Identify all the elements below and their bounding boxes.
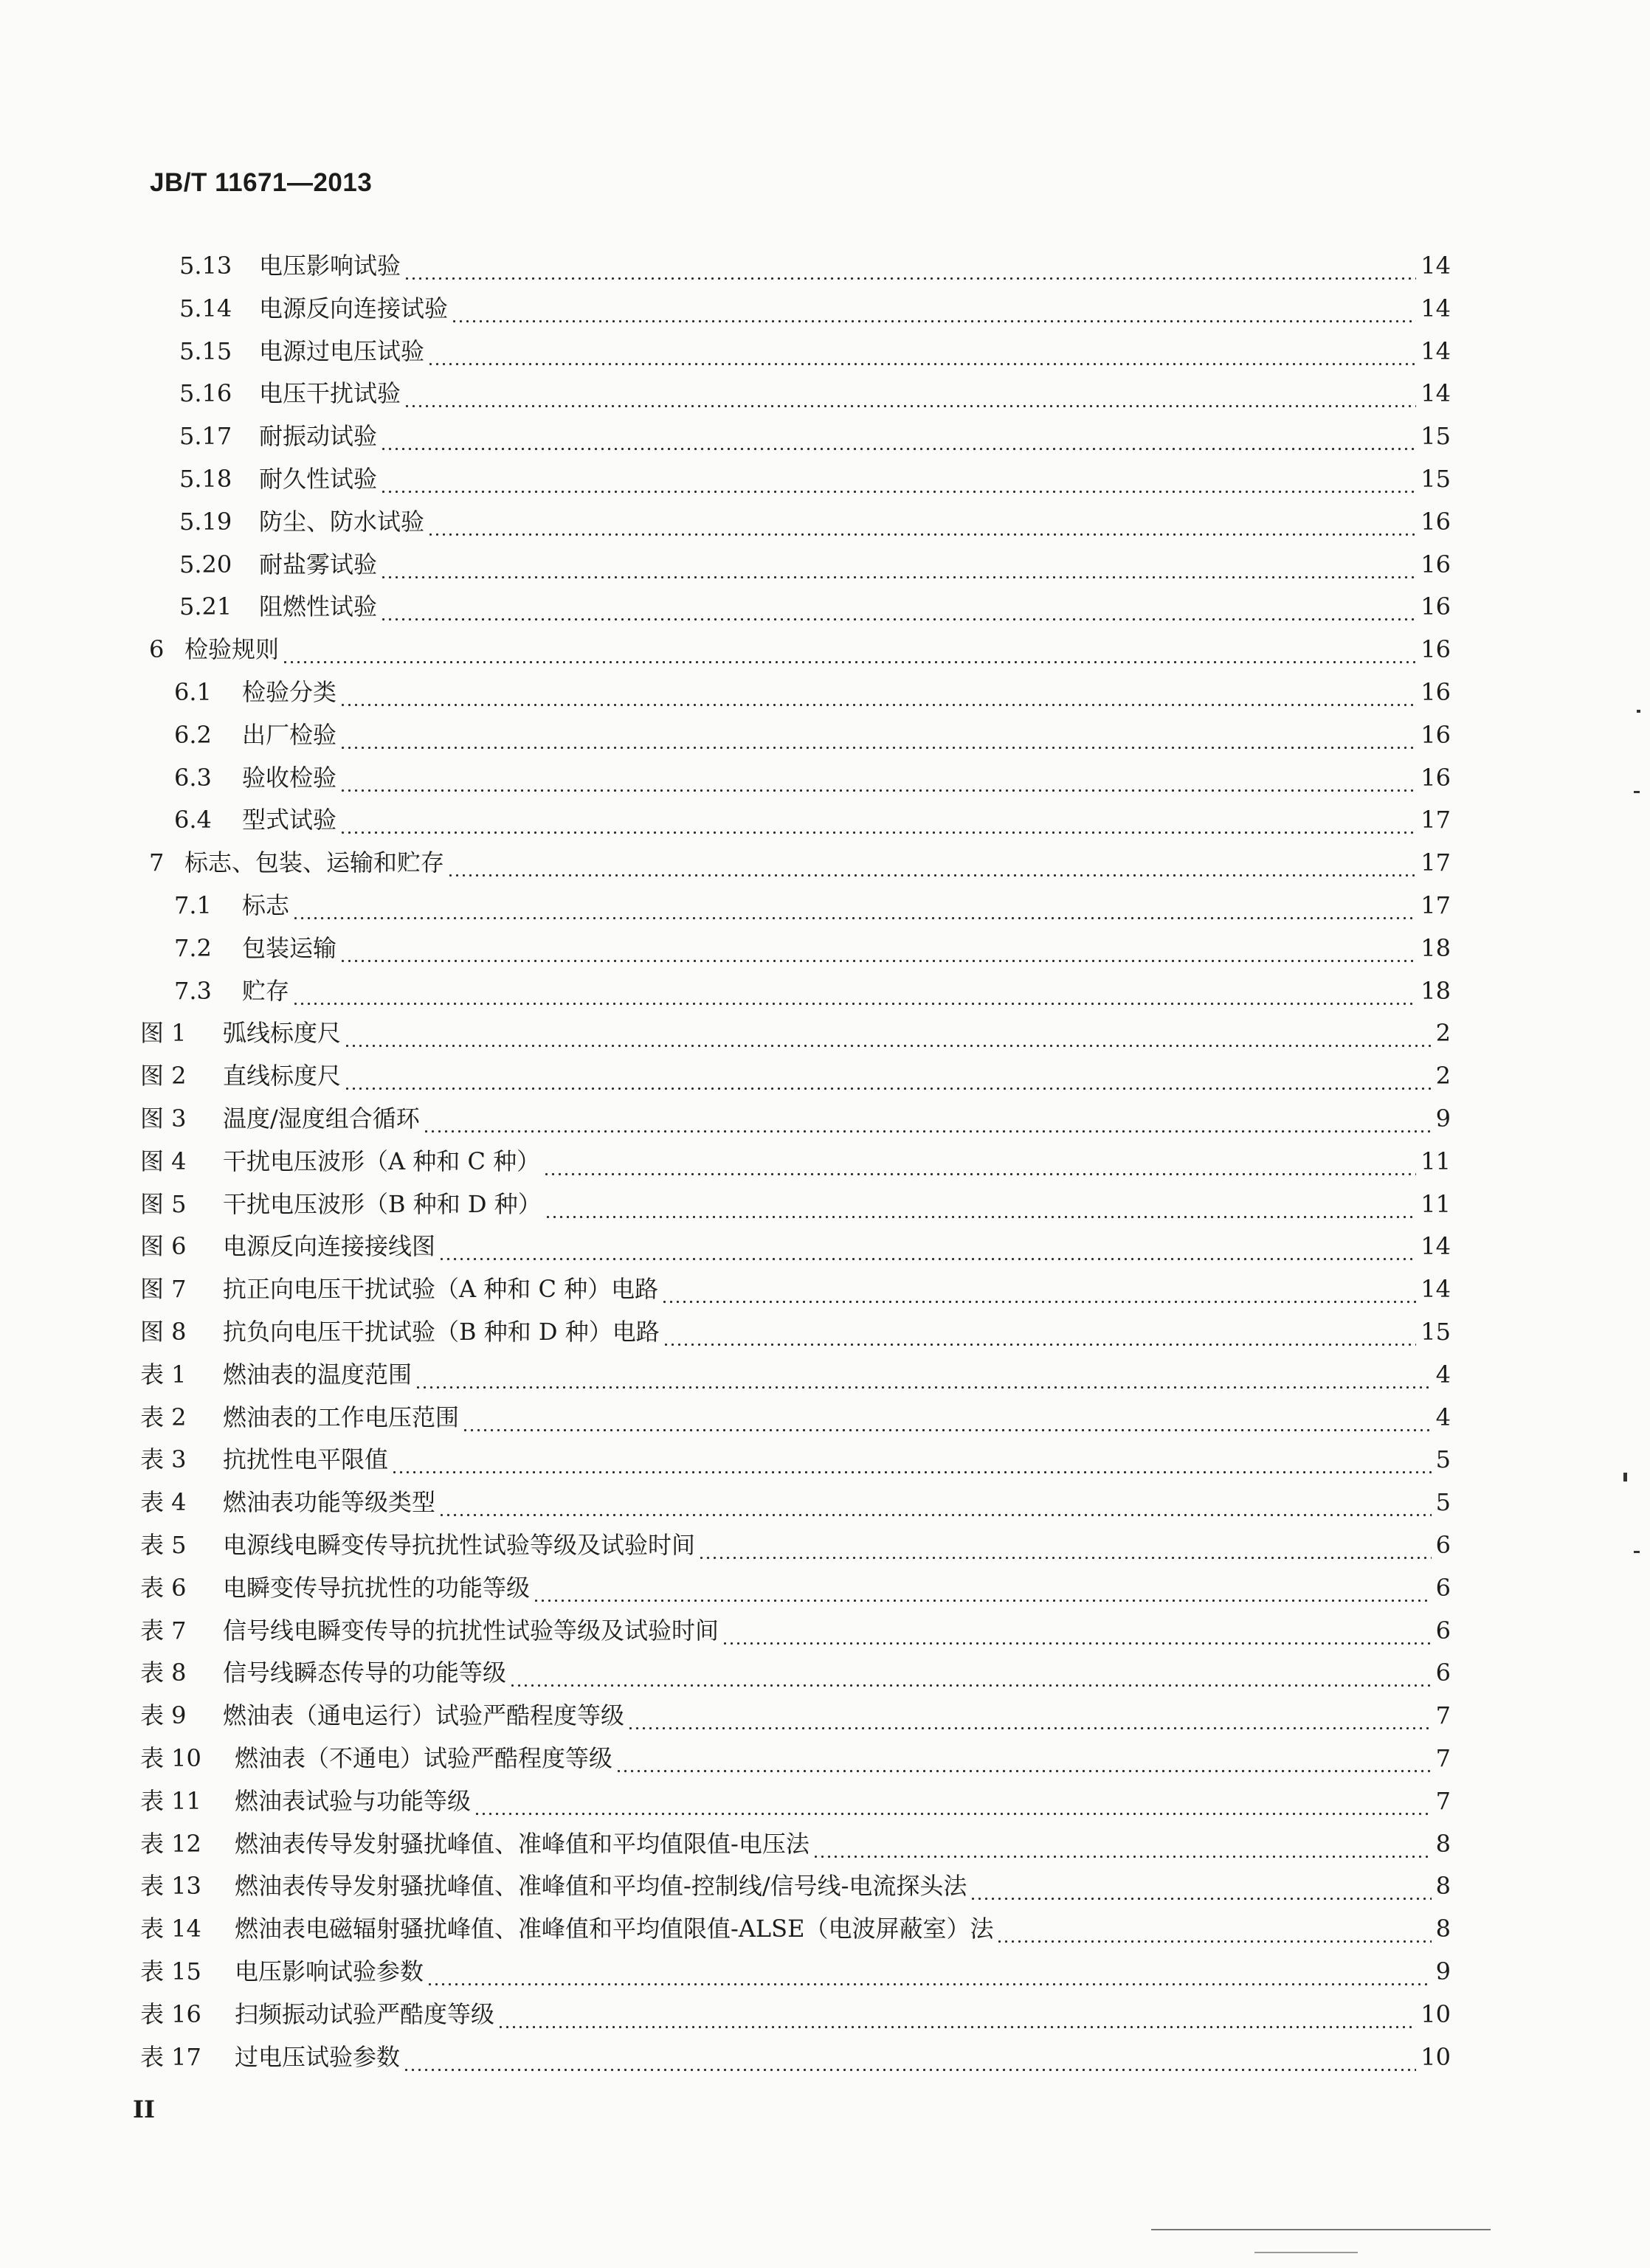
toc-entry[interactable] — [140, 1059, 1451, 1093]
toc-entry-title: 干扰电压波形（B 种和 D 种） — [223, 1190, 542, 1218]
toc-entry[interactable] — [140, 1187, 1451, 1221]
dot-leader — [403, 2040, 1416, 2074]
toc-entry-number: 表 7 — [140, 1617, 187, 1645]
toc-entry[interactable] — [140, 1102, 1451, 1135]
toc-entry-number: 5.18 — [179, 465, 232, 493]
toc-entry-title: 扫频振动试验严酷度等级 — [235, 2000, 495, 2028]
toc-entry-number: 7.3 — [174, 977, 212, 1005]
toc-entry-page: 7 — [1435, 1744, 1451, 1772]
toc-entry-title: 型式试验 — [242, 806, 337, 834]
toc-entry[interactable] — [174, 888, 1451, 922]
toc-entry-number: 表 9 — [140, 1701, 187, 1729]
dot-leader — [380, 462, 1416, 496]
dot-leader — [344, 1016, 1432, 1050]
page-folio: II — [133, 2095, 155, 2123]
toc-entry-number: 表 11 — [140, 1787, 201, 1815]
toc-entry-number: 5.17 — [179, 422, 232, 450]
scan-edge-line — [1254, 2252, 1358, 2253]
toc-entry-title: 电源反向连接接线图 — [223, 1232, 436, 1260]
toc-entry-title: 过电压试验参数 — [235, 2043, 401, 2071]
dot-leader — [462, 1400, 1432, 1434]
toc-entry-page: 9 — [1435, 1104, 1451, 1133]
toc-entry-number: 图 6 — [140, 1232, 187, 1260]
dot-leader — [509, 1656, 1432, 1690]
toc-entry-page: 7 — [1435, 1701, 1451, 1729]
toc-entry-title: 包装运输 — [242, 934, 337, 962]
toc-entry-title: 温度/湿度组合循环 — [223, 1104, 420, 1133]
dot-leader — [438, 1229, 1416, 1263]
toc-entry[interactable] — [179, 376, 1451, 410]
dot-leader — [391, 1442, 1432, 1476]
dot-leader — [970, 1869, 1431, 1903]
dot-leader — [438, 1485, 1432, 1519]
toc-entry[interactable] — [140, 1656, 1451, 1690]
toc-entry-page: 6 — [1435, 1617, 1451, 1645]
toc-entry-title: 燃油表的温度范围 — [223, 1361, 412, 1389]
toc-entry[interactable] — [140, 1400, 1451, 1434]
toc-entry-title: 抗扰性电平限值 — [223, 1445, 389, 1473]
toc-entry-title: 燃油表（不通电）试验严酷程度等级 — [235, 1744, 613, 1772]
toc-entry-number: 图 4 — [140, 1147, 187, 1175]
dot-leader — [497, 1997, 1416, 2031]
toc-entry-title: 贮存 — [242, 977, 290, 1005]
dot-leader — [996, 1912, 1431, 1946]
dot-leader — [423, 1102, 1432, 1135]
toc-entry-page: 7 — [1435, 1787, 1451, 1815]
toc-entry[interactable] — [179, 249, 1451, 283]
toc-entry[interactable] — [140, 1614, 1451, 1648]
toc-entry-title: 燃油表电磁辐射骚扰峰值、准峰值和平均值限值-ALSE（电波屏蔽室）法 — [235, 1915, 994, 1943]
toc-entry-page: 17 — [1421, 806, 1451, 834]
toc-entry-number: 7.1 — [174, 891, 212, 919]
dot-leader — [339, 718, 1416, 752]
toc-entry[interactable] — [140, 1528, 1451, 1562]
toc-entry-page: 14 — [1421, 1275, 1451, 1303]
toc-entry-title: 干扰电压波形（A 种和 C 种） — [223, 1147, 541, 1175]
toc-entry-title: 电源线电瞬变传导抗扰性试验等级及试验时间 — [223, 1531, 696, 1559]
toc-entry-page: 2 — [1435, 1019, 1451, 1047]
toc-entry-page: 11 — [1421, 1190, 1451, 1218]
dot-leader — [339, 931, 1416, 965]
dot-leader — [447, 846, 1416, 879]
dot-leader — [339, 803, 1416, 837]
toc-entry-page: 14 — [1421, 337, 1451, 365]
toc-entry-page: 6 — [1435, 1574, 1451, 1602]
toc-entry-page: 6 — [1435, 1531, 1451, 1559]
toc-entry-title: 弧线标度尺 — [223, 1019, 342, 1047]
dot-leader — [415, 1358, 1432, 1391]
toc-entry-number: 5.16 — [179, 379, 232, 407]
toc-entry-title: 燃油表的工作电压范围 — [223, 1403, 460, 1431]
dot-leader — [339, 675, 1416, 709]
toc-entry-number: 5.20 — [179, 550, 232, 578]
toc-entry-page: 14 — [1421, 1232, 1451, 1260]
dot-leader — [282, 632, 1416, 666]
toc-entry[interactable] — [140, 1272, 1451, 1306]
toc-entry[interactable] — [149, 632, 1451, 666]
toc-entry[interactable] — [140, 1358, 1451, 1391]
toc-entry-title: 耐振动试验 — [259, 422, 378, 450]
toc-entry[interactable] — [179, 334, 1451, 368]
toc-entry-title: 验收检验 — [242, 764, 337, 792]
toc-entry-page: 18 — [1421, 934, 1451, 962]
toc-entry-page: 14 — [1421, 252, 1451, 280]
toc-entry-title: 耐久性试验 — [259, 465, 378, 493]
toc-entry-page: 8 — [1435, 1915, 1451, 1943]
dot-leader — [663, 1315, 1417, 1349]
toc-entry[interactable] — [174, 803, 1451, 837]
toc-entry-title: 防尘、防水试验 — [259, 508, 425, 536]
toc-entry-number: 表 1 — [140, 1361, 187, 1389]
toc-entry[interactable] — [179, 505, 1451, 539]
toc-entry-page: 14 — [1421, 379, 1451, 407]
toc-entry-number: 5.15 — [179, 337, 232, 365]
toc-entry-page: 14 — [1421, 294, 1451, 322]
toc-entry[interactable] — [140, 1869, 1451, 1903]
toc-entry-number: 表 6 — [140, 1574, 187, 1602]
dot-leader — [615, 1741, 1432, 1775]
toc-entry-number: 5.19 — [179, 508, 232, 536]
toc-entry-title: 标志 — [242, 891, 290, 919]
toc-entry-title: 标志、包装、运输和贮存 — [184, 848, 445, 877]
toc-entry[interactable] — [149, 846, 1451, 879]
dot-leader — [627, 1698, 1432, 1732]
toc-entry-number: 图 8 — [140, 1318, 187, 1346]
toc-entry-title: 耐盐雾试验 — [259, 550, 378, 578]
toc-entry-number: 表 2 — [140, 1403, 187, 1431]
toc-entry-number: 图 3 — [140, 1104, 187, 1133]
toc-entry[interactable] — [140, 1741, 1451, 1775]
toc-entry-title: 检验分类 — [242, 678, 337, 706]
toc-entry[interactable] — [140, 1912, 1451, 1946]
toc-entry-number: 6.4 — [174, 806, 212, 834]
toc-entry[interactable] — [179, 419, 1451, 453]
scan-edge-line — [1151, 2229, 1491, 2230]
toc-entry-title: 电瞬变传导抗扰性的功能等级 — [223, 1574, 531, 1602]
toc-entry-title: 燃油表功能等级类型 — [223, 1488, 436, 1516]
toc-entry-page: 4 — [1435, 1403, 1451, 1431]
toc-entry-page: 17 — [1421, 891, 1451, 919]
dot-leader — [404, 376, 1416, 410]
toc-entry-page: 16 — [1421, 592, 1451, 620]
toc-entry[interactable] — [174, 675, 1451, 709]
toc-entry-title: 燃油表传导发射骚扰峰值、准峰值和平均值限值-电压法 — [235, 1830, 810, 1858]
dot-leader — [380, 547, 1416, 581]
standard-code-header: JB/T 11671—2013 — [150, 168, 373, 197]
toc-entry[interactable] — [140, 1229, 1451, 1263]
toc-entry-page: 16 — [1421, 635, 1451, 663]
toc-entry-page: 8 — [1435, 1872, 1451, 1900]
dot-leader — [427, 505, 1416, 539]
scan-speck — [1634, 1551, 1640, 1553]
toc-entry-title: 信号线瞬态传导的功能等级 — [223, 1659, 507, 1687]
toc-entry[interactable] — [140, 1827, 1451, 1861]
toc-entry-title: 抗正向电压干扰试验（A 种和 C 种）电路 — [223, 1275, 659, 1303]
toc-entry-title: 出厂检验 — [242, 721, 337, 749]
toc-entry-number: 表 14 — [140, 1915, 201, 1943]
toc-entry-number: 6.2 — [174, 721, 212, 749]
toc-entry-number: 6 — [149, 635, 165, 663]
toc-entry-page: 5 — [1435, 1445, 1451, 1473]
toc-entry[interactable] — [179, 462, 1451, 496]
toc-entry-page: 4 — [1435, 1361, 1451, 1389]
toc-entry-title: 直线标度尺 — [223, 1062, 342, 1090]
toc-entry-number: 7.2 — [174, 934, 212, 962]
toc-entry[interactable] — [140, 1485, 1451, 1519]
toc-entry-page: 17 — [1421, 848, 1451, 877]
toc-entry[interactable] — [140, 2040, 1451, 2074]
dot-leader — [474, 1784, 1432, 1818]
dot-leader — [380, 419, 1416, 453]
toc-entry[interactable] — [140, 1016, 1451, 1050]
toc-entry[interactable] — [140, 1144, 1451, 1178]
toc-entry[interactable] — [140, 1954, 1451, 1988]
toc-entry[interactable] — [179, 590, 1451, 623]
toc-entry-page: 15 — [1421, 422, 1451, 450]
toc-entry-number: 7 — [149, 848, 165, 877]
toc-entry[interactable] — [140, 1698, 1451, 1732]
dot-leader — [812, 1827, 1432, 1861]
toc-entry-number: 图 5 — [140, 1190, 187, 1218]
toc-entry[interactable] — [140, 1784, 1451, 1818]
toc-entry-page: 16 — [1421, 508, 1451, 536]
toc-entry-title: 燃油表试验与功能等级 — [235, 1787, 472, 1815]
scan-speck — [1623, 1473, 1627, 1482]
toc-entry-page: 8 — [1435, 1830, 1451, 1858]
toc-entry-title: 电源过电压试验 — [259, 337, 425, 365]
toc-entry-page: 15 — [1421, 1318, 1451, 1346]
toc-entry[interactable] — [140, 1997, 1451, 2031]
toc-entry-page: 9 — [1435, 1957, 1451, 1985]
toc-entry-number: 图 2 — [140, 1062, 187, 1090]
toc-entry-title: 信号线电瞬变传导的抗扰性试验等级及试验时间 — [223, 1617, 719, 1645]
dot-leader — [339, 761, 1416, 795]
toc-entry-page: 16 — [1421, 764, 1451, 792]
scan-speck — [1637, 710, 1640, 713]
toc-entry-page: 6 — [1435, 1659, 1451, 1687]
toc-entry[interactable] — [140, 1571, 1451, 1605]
toc-entry-title: 电压干扰试验 — [259, 379, 401, 407]
toc-entry-number: 5.13 — [179, 252, 232, 280]
toc-entry-title: 电压影响试验参数 — [235, 1957, 424, 1985]
toc-entry-number: 表 12 — [140, 1830, 201, 1858]
toc-entry[interactable] — [174, 931, 1451, 965]
toc-entry-title: 检验规则 — [184, 635, 280, 663]
toc-entry-title: 阻燃性试验 — [259, 592, 378, 620]
dot-leader — [698, 1528, 1432, 1562]
toc-entry-number: 表 5 — [140, 1531, 187, 1559]
toc-entry-page: 10 — [1421, 2000, 1451, 2028]
toc-entry-page: 5 — [1435, 1488, 1451, 1516]
toc-entry[interactable] — [174, 718, 1451, 752]
toc-entry-page: 16 — [1421, 678, 1451, 706]
toc-entry[interactable] — [174, 974, 1451, 1008]
toc-entry-number: 表 4 — [140, 1488, 187, 1516]
toc-entry-title: 电压影响试验 — [259, 252, 401, 280]
toc-entry-title: 电源反向连接试验 — [259, 294, 449, 322]
toc-entry-number: 5.21 — [179, 592, 232, 620]
toc-entry-number: 表 15 — [140, 1957, 201, 1985]
toc-entry-number: 6.1 — [174, 678, 212, 706]
toc-entry-number: 图 7 — [140, 1275, 187, 1303]
toc-entry-number: 表 13 — [140, 1872, 201, 1900]
toc-entry-page: 2 — [1435, 1062, 1451, 1090]
toc-entry-page: 11 — [1421, 1147, 1451, 1175]
toc-entry-page: 10 — [1421, 2043, 1451, 2071]
toc-entry-number: 表 10 — [140, 1744, 201, 1772]
toc-entry[interactable] — [179, 291, 1451, 325]
dot-leader — [722, 1614, 1432, 1648]
dot-leader — [533, 1571, 1432, 1605]
toc-entry-title: 燃油表传导发射骚扰峰值、准峰值和平均值-控制线/信号线-电流探头法 — [235, 1872, 967, 1900]
toc-entry-number: 表 3 — [140, 1445, 187, 1473]
toc-entry-number: 表 8 — [140, 1659, 187, 1687]
toc-entry[interactable] — [179, 547, 1451, 581]
dot-leader — [344, 1059, 1432, 1093]
toc-entry-number: 图 1 — [140, 1019, 187, 1047]
toc-entry-title: 燃油表（通电运行）试验严酷程度等级 — [223, 1701, 625, 1729]
toc-entry-page: 16 — [1421, 721, 1451, 749]
toc-entry-title: 抗负向电压干扰试验（B 种和 D 种）电路 — [223, 1318, 660, 1346]
toc-entry-page: 16 — [1421, 550, 1451, 578]
dot-leader — [427, 1954, 1432, 1988]
dot-leader — [292, 888, 1416, 922]
toc-entry-number: 表 17 — [140, 2043, 201, 2071]
toc-entry-number: 5.14 — [179, 294, 232, 322]
dot-leader — [545, 1187, 1417, 1221]
scan-speck — [1634, 791, 1640, 793]
toc-entry-number: 表 16 — [140, 2000, 201, 2028]
toc-entry[interactable] — [140, 1442, 1451, 1476]
dot-leader — [427, 334, 1416, 368]
dot-leader — [380, 590, 1416, 623]
toc-entry-page: 15 — [1421, 465, 1451, 493]
dot-leader — [404, 249, 1416, 283]
dot-leader — [661, 1272, 1416, 1306]
toc-entry[interactable] — [174, 761, 1451, 795]
dot-leader — [543, 1144, 1416, 1178]
dot-leader — [292, 974, 1416, 1008]
toc-entry-number: 6.3 — [174, 764, 212, 792]
toc-entry[interactable] — [140, 1315, 1451, 1349]
dot-leader — [451, 291, 1416, 325]
toc-entry-page: 18 — [1421, 977, 1451, 1005]
